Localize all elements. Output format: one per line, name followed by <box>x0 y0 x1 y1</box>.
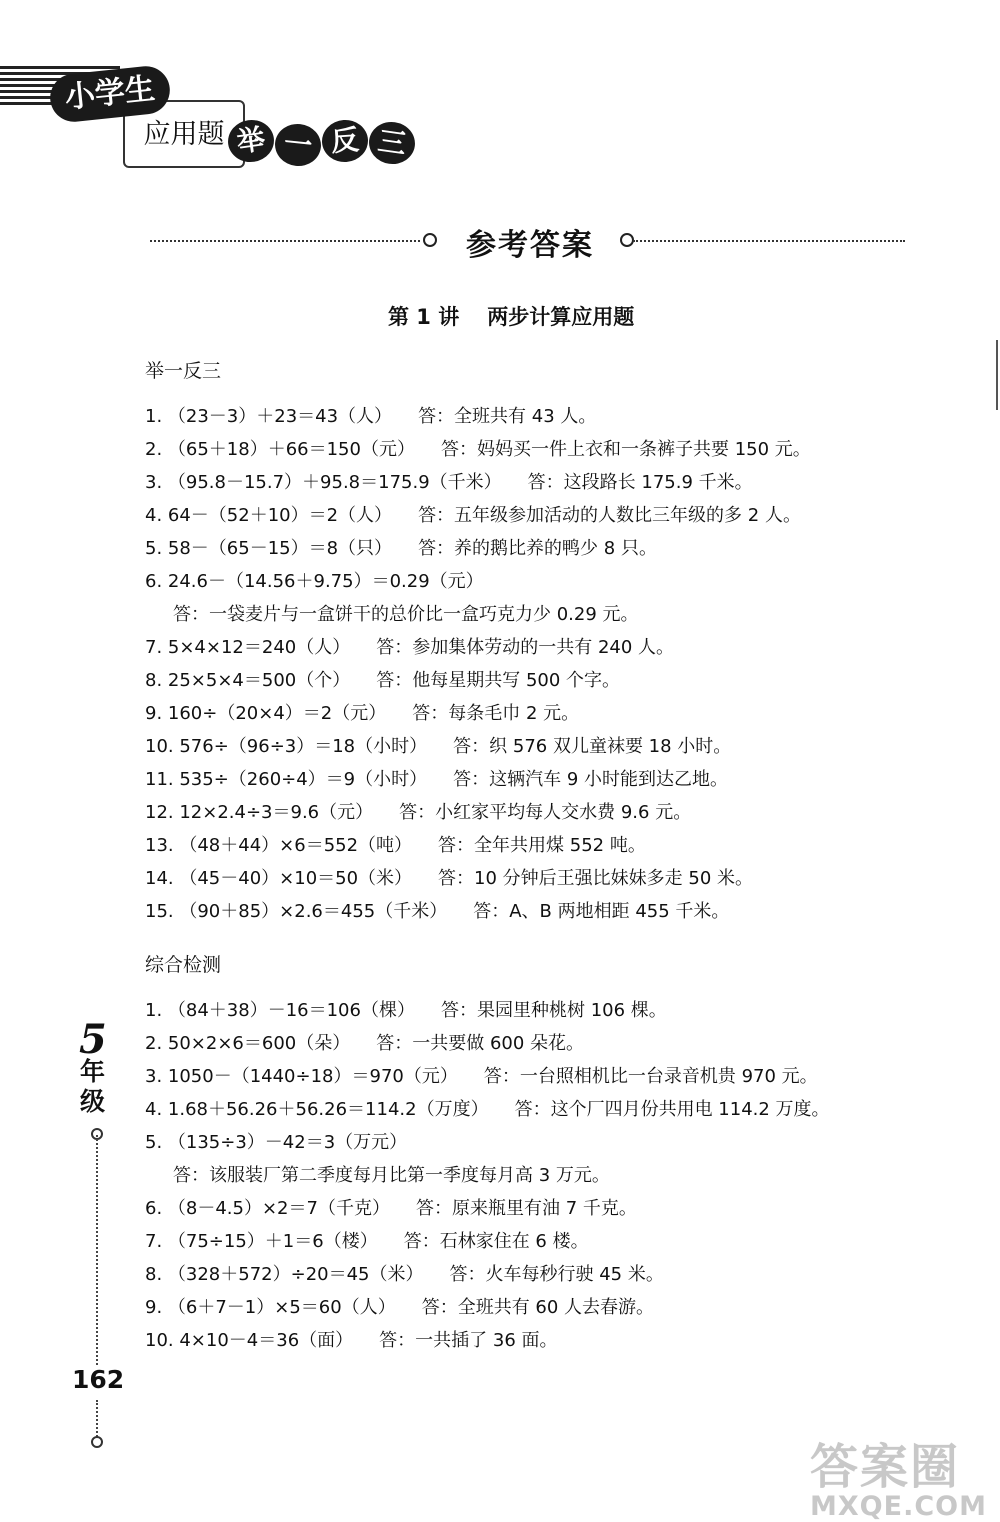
equation: 2. 50×2×6＝600（朵） <box>145 1033 351 1054</box>
equation: 5. 58－（65－15）＝8（只） <box>145 538 393 559</box>
equation: 9. （6＋7－1）×5＝60（人） <box>145 1297 396 1318</box>
answer-text: 答：原来瓶里有油 7 千克。 <box>415 1198 637 1219</box>
equation: 11. 535÷（260÷4）＝9（小时） <box>145 769 428 790</box>
answer-text: 答：织 576 双儿童袜要 18 小时。 <box>453 736 732 757</box>
equation: 6. 24.6－（14.56＋9.75）＝0.29（元） <box>145 571 484 592</box>
side-dots <box>96 1135 98 1365</box>
answer-text: 答：参加集体劳动的一共有 240 人。 <box>376 637 675 658</box>
answer-text: 答：一共要做 600 朵花。 <box>376 1033 585 1054</box>
answer-text: 答：A、B 两地相距 455 千米。 <box>473 901 730 922</box>
answer-line <box>145 862 811 895</box>
equation: 1. （84＋38）－16＝106（棵） <box>145 1000 415 1021</box>
answer-text: 答：这个厂四月份共用电 114.2 万度。 <box>514 1099 830 1120</box>
answer-line <box>145 1126 830 1159</box>
equation: 4. 64－（52＋10）＝2（人） <box>145 505 393 526</box>
watermark-url: MXQE.COM <box>810 1491 987 1522</box>
watermark <box>810 1428 987 1522</box>
answer-list <box>145 400 811 928</box>
equation: 12. 12×2.4÷3＝9.6（元） <box>145 802 374 823</box>
answer-text: 答：五年级参加活动的人数比三年级的多 2 人。 <box>418 505 801 526</box>
answer-text: 答：每条毛巾 2 元。 <box>412 703 580 724</box>
section-heading: 综合检测 <box>145 954 222 976</box>
answer-text: 答：一台照相机比一台录音机贵 970 元。 <box>483 1066 818 1087</box>
answer-line <box>145 763 811 796</box>
answer-line <box>145 598 811 631</box>
answer-text: 答：全班共有 43 人。 <box>418 406 597 427</box>
answer-line <box>145 796 811 829</box>
fish-char: 一 <box>273 122 323 169</box>
answer-line <box>145 532 811 565</box>
answer-text: 答：妈妈买一件上衣和一条裤子共要 150 元。 <box>440 439 811 460</box>
answer-text: 答：他每星期共写 500 个字。 <box>376 670 621 691</box>
side-circle <box>91 1436 103 1448</box>
equation: 4. 1.68＋56.26＋56.26＝114.2（万度） <box>145 1099 489 1120</box>
answer-line <box>145 895 811 928</box>
fish-char: 举 <box>225 117 276 165</box>
lecture-name: 两步计算应用题 <box>487 305 635 329</box>
answer-text: 答：火车每秒行驶 45 米。 <box>449 1264 664 1285</box>
title-circle-right <box>620 233 634 247</box>
answer-text: 答：这段路长 175.9 千米。 <box>527 472 753 493</box>
lecture-heading <box>388 301 634 331</box>
answer-text: 答：果园里种桃树 106 棵。 <box>440 1000 667 1021</box>
fish-char: 反 <box>321 118 370 163</box>
page-number: 162 <box>72 1365 125 1394</box>
answer-line <box>145 1027 830 1060</box>
answer-text: 答：全年共用煤 552 吨。 <box>438 835 646 856</box>
series-subtitle: 应用题 <box>123 100 245 168</box>
title-divider-left <box>150 240 420 242</box>
answer-line <box>145 664 811 697</box>
answer-line <box>145 1225 830 1258</box>
edge-mark <box>996 340 998 410</box>
fish-char: 三 <box>366 119 417 167</box>
equation: 6. （8－4.5）×2＝7（千克） <box>145 1198 390 1219</box>
answer-line <box>145 994 830 1027</box>
answer-text: 答：小红家平均每人交水费 9.6 元。 <box>399 802 692 823</box>
answer-line <box>145 1291 830 1324</box>
title-row <box>150 220 905 266</box>
equation: 1. （23－3）＋23＝43（人） <box>145 406 393 427</box>
equation: 10. 576÷（96÷3）＝18（小时） <box>145 736 428 757</box>
answer-line <box>145 1192 830 1225</box>
equation: 10. 4×10－4＝36（面） <box>145 1330 354 1351</box>
title-divider-right <box>633 240 905 242</box>
answer-line <box>145 400 811 433</box>
answer-line <box>145 631 811 664</box>
equation: 8. （328＋572）÷20＝45（米） <box>145 1264 424 1285</box>
answer-text: 答：一共插了 36 面。 <box>379 1330 558 1351</box>
lecture-number: 第 1 讲 <box>388 305 460 329</box>
side-dots <box>96 1400 98 1440</box>
answer-line <box>145 1324 830 1357</box>
answer-text: 答：这辆汽车 9 小时能到达乙地。 <box>453 769 729 790</box>
grade-number: 5 <box>79 1016 107 1063</box>
series-badge: 小学生 <box>48 64 172 124</box>
series-fish-title <box>228 120 416 166</box>
equation: 3. 1050－（1440÷18）＝970（元） <box>145 1066 458 1087</box>
answer-text: 答：全班共有 60 人去春游。 <box>421 1297 655 1318</box>
answer-text: 答：一袋麦片与一盒饼干的总价比一盒巧克力少 0.29 元。 <box>173 604 639 625</box>
answer-text: 答：石林家住在 6 楼。 <box>403 1231 589 1252</box>
watermark-logo: 答案圈 <box>810 1439 961 1495</box>
answer-text: 答：养的鹅比养的鸭少 8 只。 <box>418 538 657 559</box>
answer-line <box>145 499 811 532</box>
answer-text: 答：该服装厂第二季度每月比第一季度每月高 3 万元。 <box>173 1165 610 1186</box>
section-heading: 举一反三 <box>145 360 222 382</box>
answer-line <box>145 730 811 763</box>
answer-line <box>145 829 811 862</box>
equation: 5. （135÷3）－42＝3（万元） <box>145 1132 408 1153</box>
grade-label: 年级 <box>80 1057 106 1116</box>
page-title: 参考答案 <box>466 228 594 263</box>
answer-line <box>145 466 811 499</box>
equation: 15. （90＋85）×2.6＝455（千米） <box>145 901 448 922</box>
answer-text: 答：10 分钟后王强比妹妹多走 50 米。 <box>438 868 754 889</box>
equation: 9. 160÷（20×4）＝2（元） <box>145 703 387 724</box>
answer-line <box>145 1258 830 1291</box>
equation: 14. （45－40）×10＝50（米） <box>145 868 413 889</box>
equation: 7. （75÷15）＋1＝6（楼） <box>145 1231 378 1252</box>
answer-line <box>145 1093 830 1126</box>
equation: 7. 5×4×12＝240（人） <box>145 637 351 658</box>
equation: 2. （65＋18）＋66＝150（元） <box>145 439 415 460</box>
answer-line <box>145 1159 830 1192</box>
answer-line <box>145 697 811 730</box>
title-circle-left <box>423 233 437 247</box>
equation: 3. （95.8－15.7）＋95.8＝175.9（千米） <box>145 472 502 493</box>
answer-line <box>145 1060 830 1093</box>
answer-line <box>145 433 811 466</box>
answer-list <box>145 994 830 1357</box>
equation: 13. （48＋44）×6＝552（吨） <box>145 835 413 856</box>
answer-line <box>145 565 811 598</box>
equation: 8. 25×5×4＝500（个） <box>145 670 351 691</box>
